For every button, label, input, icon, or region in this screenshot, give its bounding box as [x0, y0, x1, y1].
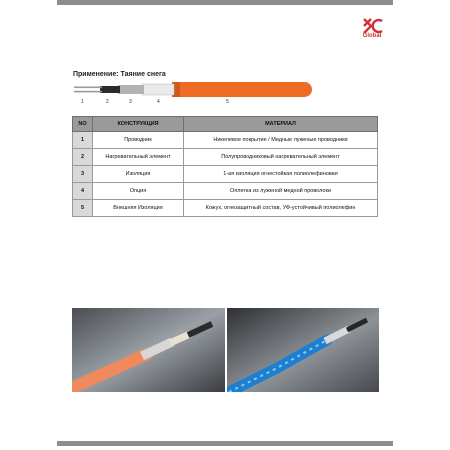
table-row [73, 149, 378, 166]
product-photos [72, 308, 379, 392]
row-construction: Опция [93, 183, 184, 200]
cable-label-3: 3 [129, 99, 132, 105]
row-construction: Нагревательный элемент [93, 149, 184, 166]
row-material: Полупроводниковый нагревательный элемент [184, 149, 378, 166]
conductor-wire-bottom [74, 91, 102, 93]
row-number: 3 [73, 166, 93, 183]
cable-label-4: 4 [157, 99, 160, 105]
table-row [73, 183, 378, 200]
insulation-layer [118, 85, 144, 94]
row-construction: Внешняя Изоляция [93, 200, 184, 217]
table-header-row [73, 117, 378, 132]
row-construction: Проводник [93, 132, 184, 149]
header-material: МАТЕРИАЛ [184, 117, 378, 132]
header-construction: КОНСТРУКЦИЯ [93, 117, 184, 132]
conductor-wire-top [74, 87, 102, 89]
table-row [73, 166, 378, 183]
row-material: 1-ая изоляция огнестойкая полиолефиновая [184, 166, 378, 183]
row-material: Кожух, огнезащитный состав, УФ-устойчивый полиолефин [184, 200, 378, 217]
row-material: Никелевое покрытие / Медные луженые проводники [184, 132, 378, 149]
brand-logo [356, 18, 388, 42]
heating-element-layer [100, 86, 120, 93]
logo-brand-text: Global [362, 33, 382, 39]
row-number: 4 [73, 183, 93, 200]
blue-cable-photo [227, 308, 380, 392]
row-number: 1 [73, 132, 93, 149]
table-row [73, 132, 378, 149]
row-construction: Изоляция [93, 166, 184, 183]
header-no: NO [73, 117, 93, 132]
cable-label-1: 1 [81, 99, 84, 105]
construction-table [72, 116, 378, 217]
bottom-divider-bar [57, 441, 393, 446]
row-material: Оплетка из луженой медной проволоки [184, 183, 378, 200]
xc-logo-icon [356, 18, 388, 34]
row-number: 2 [73, 149, 93, 166]
cable-label-2: 2 [106, 99, 109, 105]
braid-layer [142, 84, 174, 95]
outer-jacket-layer [172, 82, 312, 97]
top-divider-bar [57, 0, 393, 5]
cable-label-5: 5 [226, 99, 229, 105]
table-row [73, 200, 378, 217]
application-title: Применение: Таяние снега [73, 71, 166, 78]
orange-cable-photo [72, 308, 225, 392]
row-number: 5 [73, 200, 93, 217]
